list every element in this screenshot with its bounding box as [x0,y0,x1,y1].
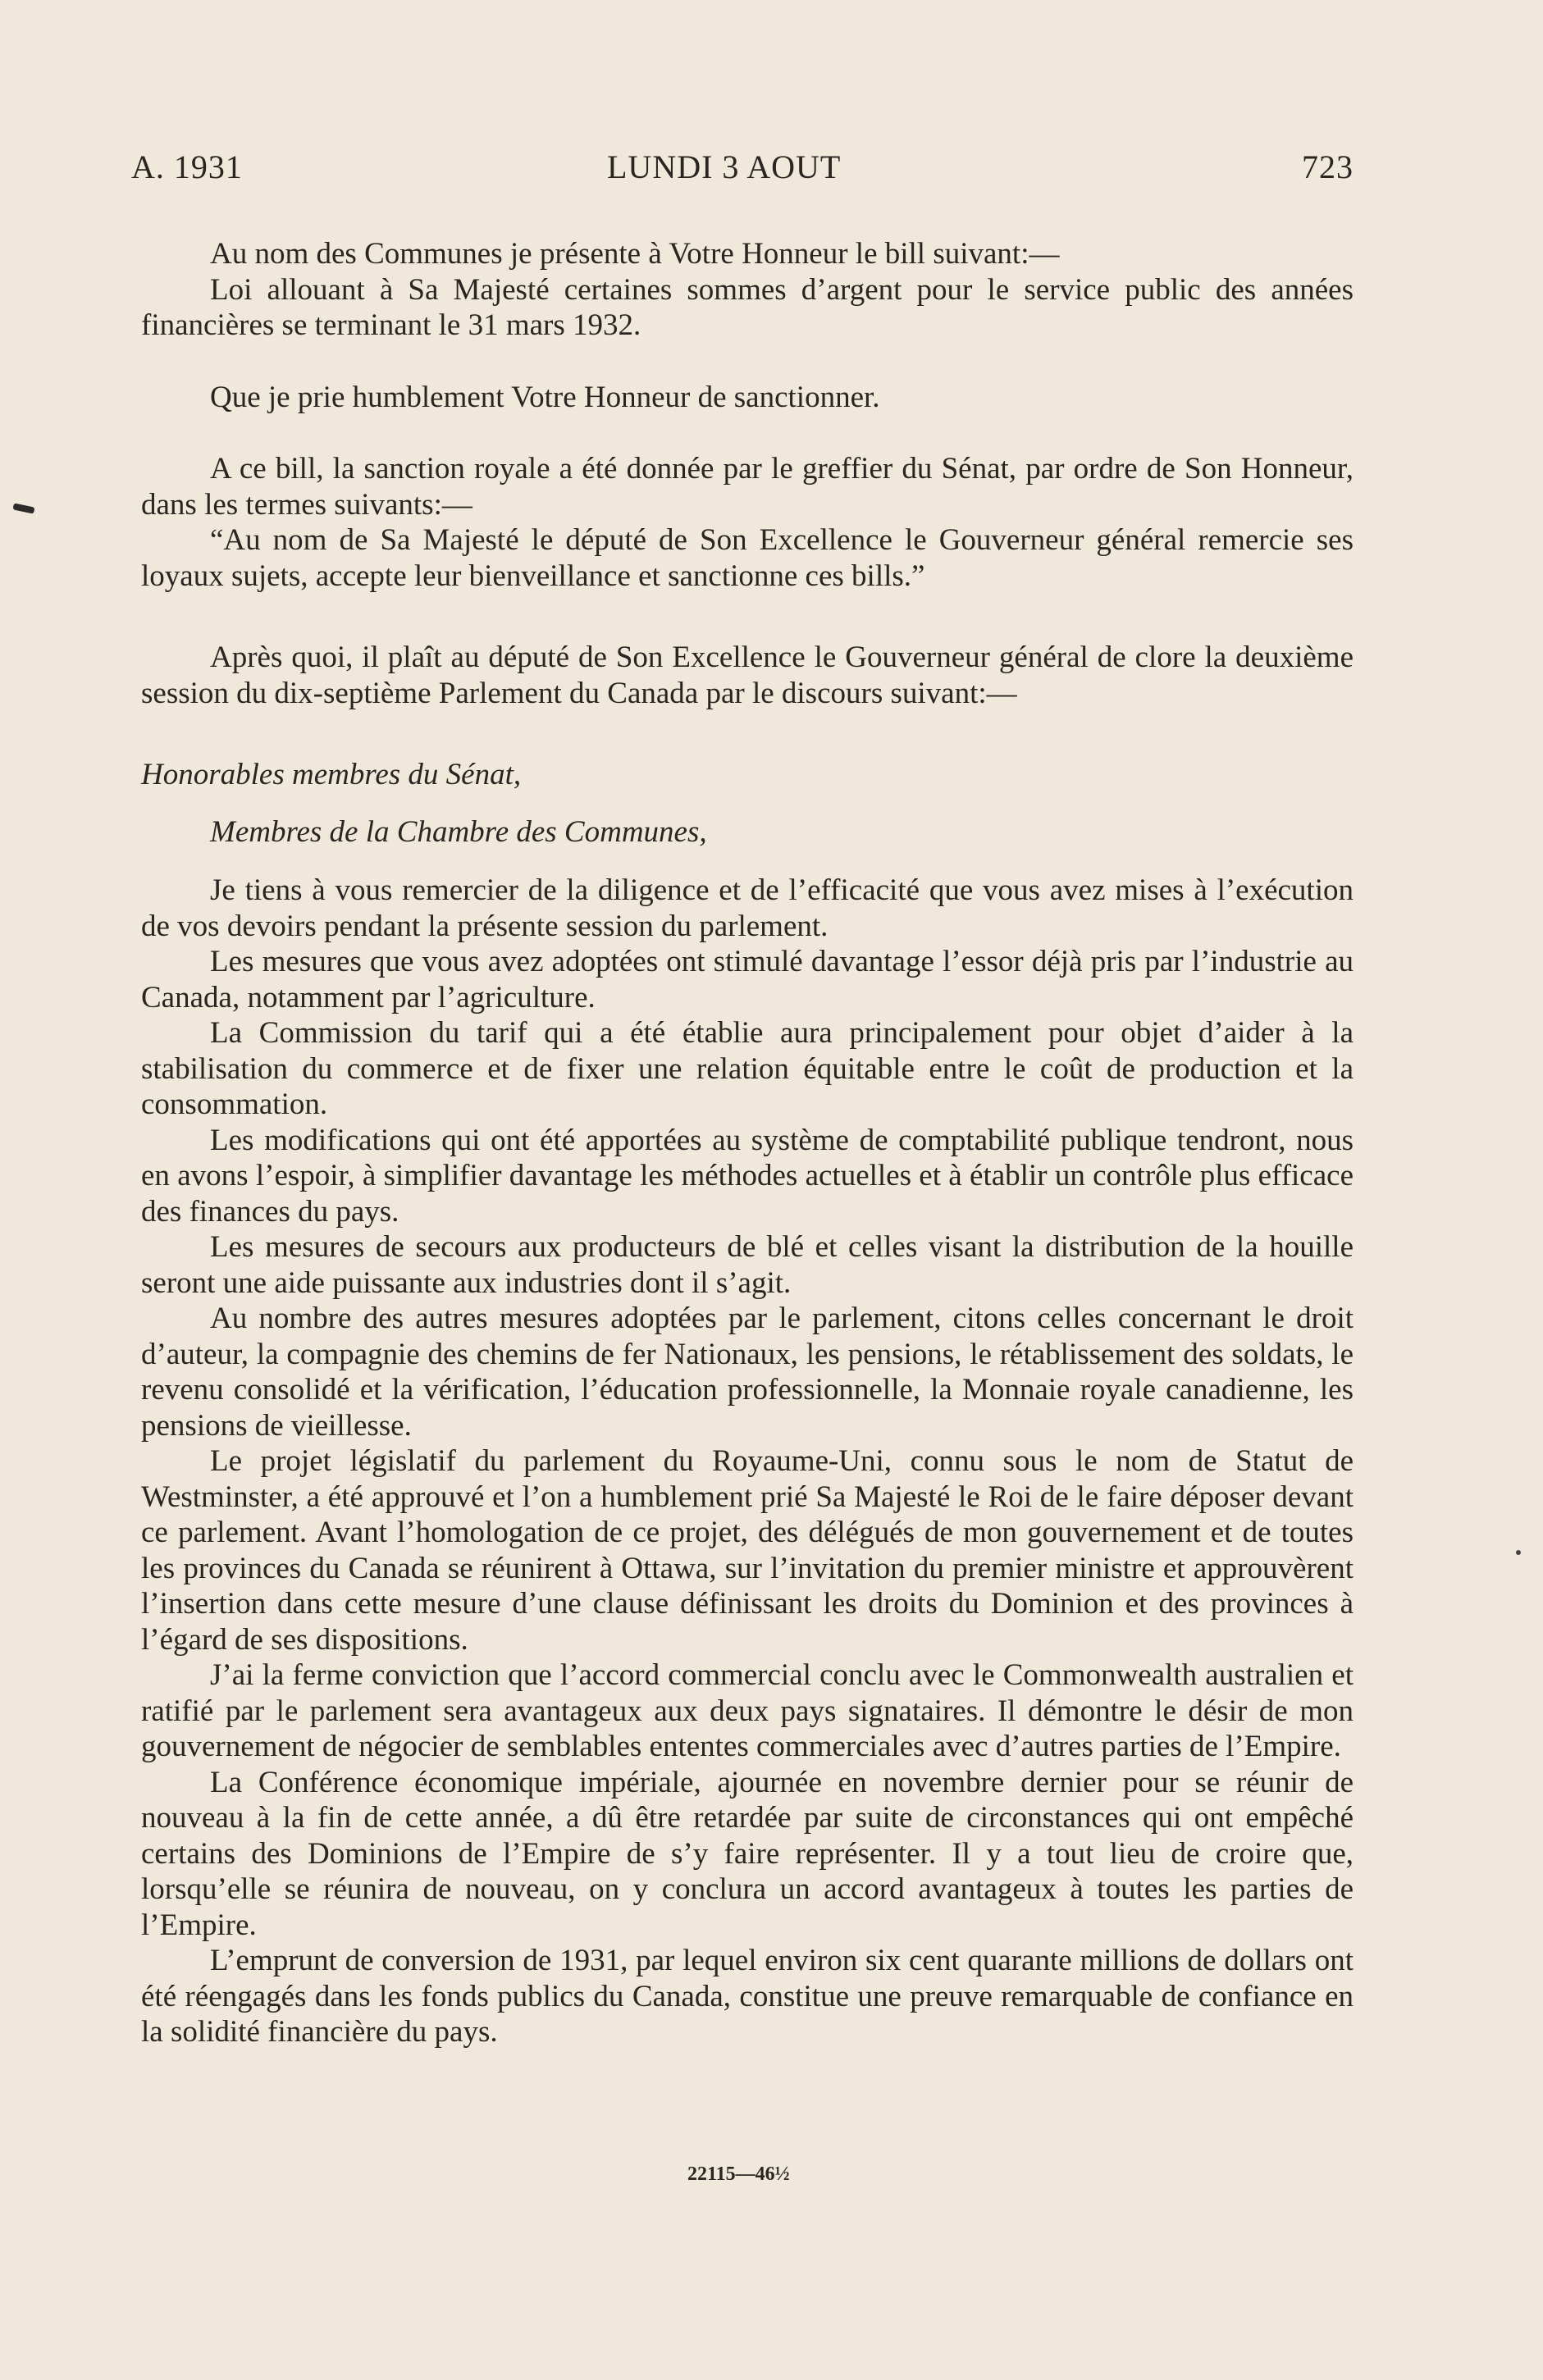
paragraph: Le projet législatif du parlement du Royaume-Uni, connu sous le nom de Statut de Westminster, a été approuvé et l’on a humblement prié Sa Majesté le Roi de le faire déposer devant ce parlement. Avant l’homologation de ce projet, des délégués de mon gouvernement et de toutes les provinces du Canada se réunirent à Ottawa, sur l’invitation du premier ministre et approuvèrent l’insertion dans cette mesure d’une clause définissant les droits du Dominion et des provinces à l’égard de ses dispositions. [141,1444,1354,1657]
paragraph: L’emprunt de conversion de 1931, par lequel environ six cent quarante millions de dollars ont été réengagés dans les fonds publics du Canada, constitue une preuve remarquable de confiance en la solidité financière du pays. [141,1944,1354,2049]
page-number: 723 [1302,148,1354,185]
paragraph: A ce bill, la sanction royale a été donnée par le greffier du Sénat, par ordre de Son Honneur, dans les termes suivants:— [141,452,1354,522]
body-text [141,236,1354,2050]
paragraph: La Conférence économique impériale, ajournée en novembre dernier pour se réunir de nouveau à la fin de cette année, a dû être retardée par suite de circonstances qui ont empêché certains des Dominions de l’Empire de s’y faire représenter. Il y a tout lieu de croire que, lorsqu’elle se réunira de nouveau, on y conclura un accord avantageux à toutes les parties de l’Empire. [141,1765,1354,1942]
print-signature: 22115—46½ [687,2163,790,2185]
paragraph: Les mesures de secours aux producteurs de blé et celles visant la distribution de la houille seront une aide puissante aux industries dont il s’agit. [141,1230,1354,1300]
margin-mark [12,503,34,513]
paragraph: Après quoi, il plaît au député de Son Excellence le Gouverneur général de clore la deuxième session du dix-septième Parlement du Canada par le discours suivant:— [141,641,1354,710]
header-date: LUNDI 3 AOUT [607,148,842,185]
paragraph: Les modifications qui ont été apportées au système de comptabilité publique tendront, nous en avons l’espoir, à simplifier davantage les méthodes actuelles et à établir un contrôle plus efficace des finances du pays. [141,1123,1354,1229]
salutation-commons: Membres de la Chambre des Communes, [210,814,707,849]
running-header [131,148,1354,197]
paragraph: Que je prie humblement Votre Honneur de sanctionner. [210,380,880,414]
paragraph: Je tiens à vous remercier de la diligence et de l’efficacité que vous avez mises à l’exécution de vos devoirs pendant la présente session du parlement. [141,873,1354,943]
paragraph: J’ai la ferme conviction que l’accord commercial conclu avec le Commonwealth australien et ratifié par le parlement sera avantageux aux deux pays signataires. Il démontre le désir de mon gouvernement de négocier de semblables ententes commerciales avec d’autres parties de l’Empire. [141,1658,1354,1763]
margin-dot [1516,1550,1521,1555]
salutation-senate: Honorables membres du Sénat, [141,758,522,791]
paragraph: Au nombre des autres mesures adoptées par le parlement, citons celles concernant le droit d’auteur, la compagnie des chemins de fer Nationaux, les pensions, le rétablissement des soldats, le revenu consolidé et la vérification, l’éducation professionnelle, la Monnaie royale canadienne, les pensions de vieillesse. [141,1302,1354,1443]
paragraph: Les mesures que vous avez adoptées ont stimulé davantage l’essor déjà pris par l’industrie au Canada, notamment par l’agriculture. [141,945,1354,1014]
paragraph: Au nom des Communes je présente à Votre Honneur le bill suivant:— [210,237,1060,271]
header-year: A. 1931 [131,148,243,185]
paragraph: La Commission du tarif qui a été établie aura principalement pour objet d’aider à la stabilisation du commerce et de fixer une relation équitable entre le coût de production et la consommation. [141,1016,1354,1121]
paragraph: “Au nom de Sa Majesté le député de Son Excellence le Gouverneur général remercie ses loyaux sujets, accepte leur bienveillance et sanctionne ces bills.” [141,523,1354,593]
paragraph: Loi allouant à Sa Majesté certaines sommes d’argent pour le service public des années financières se terminant le 31 mars 1932. [141,272,1354,342]
